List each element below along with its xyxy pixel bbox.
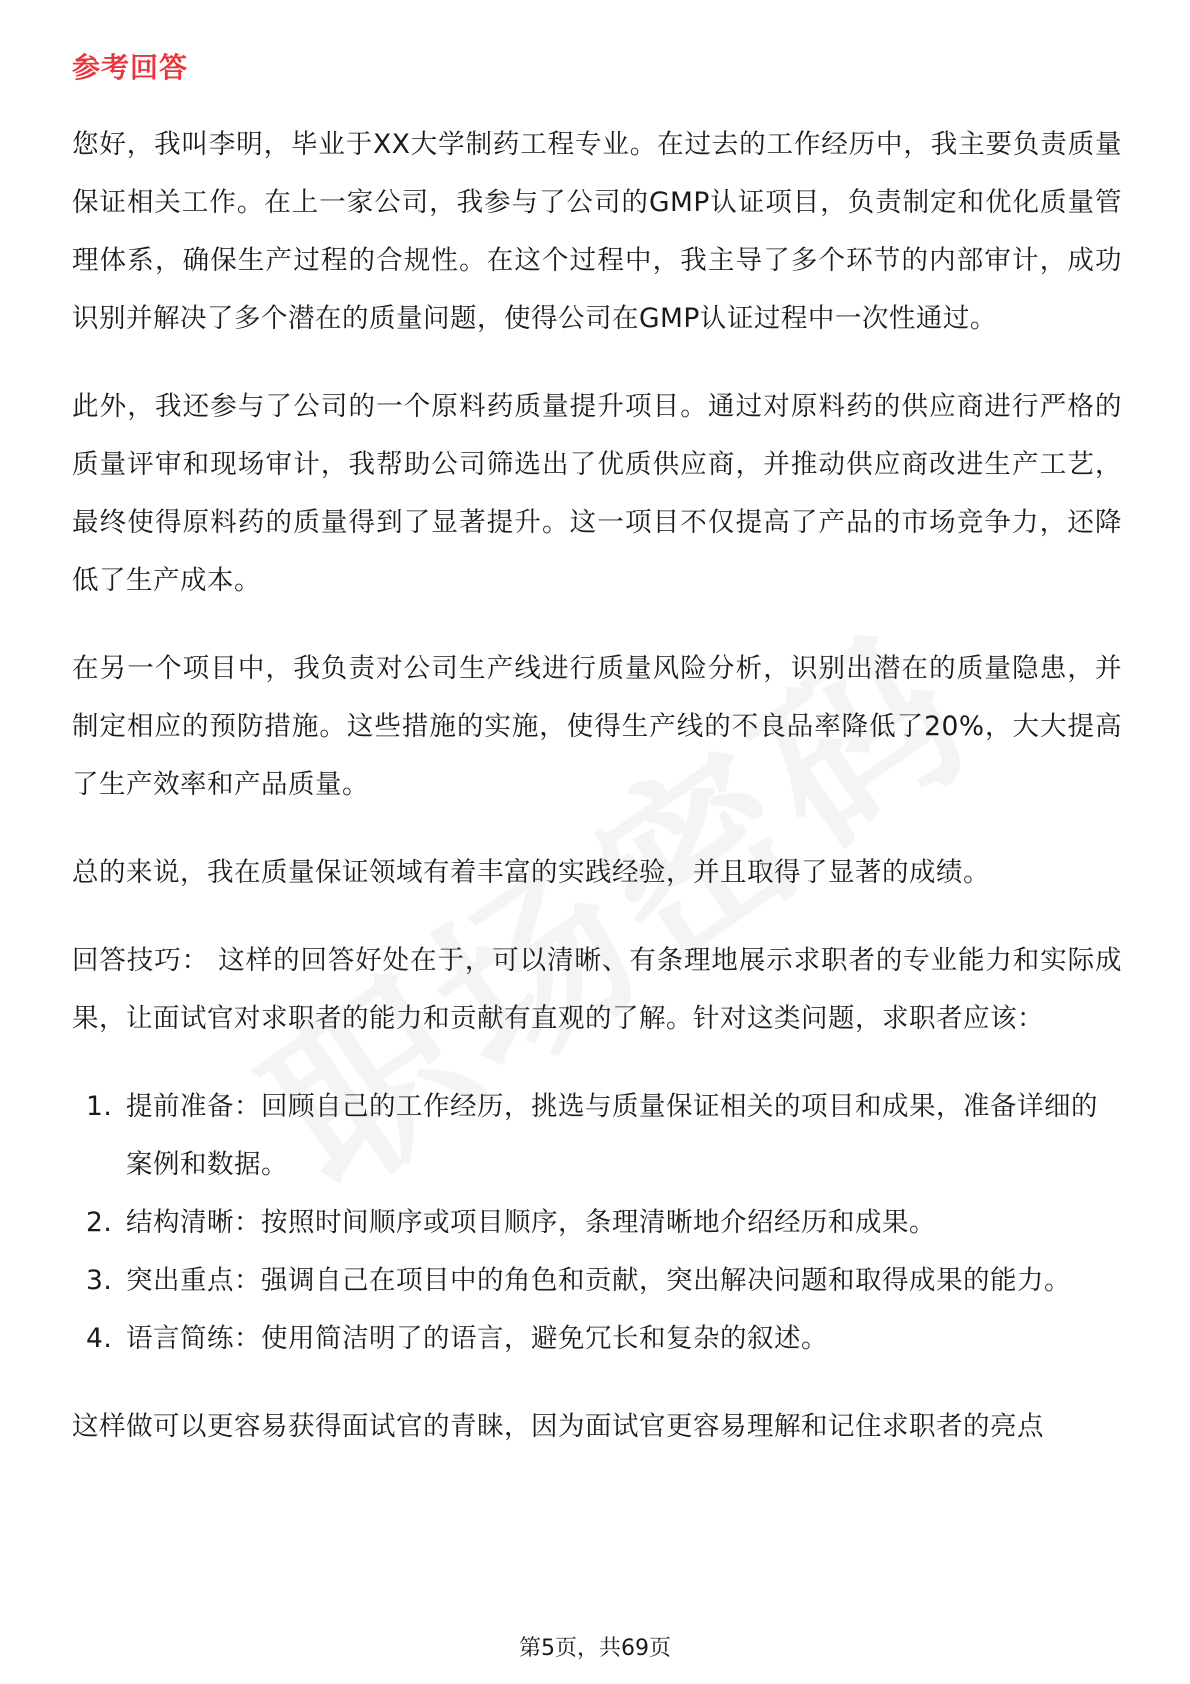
tips-intro-paragraph: 回答技巧： 这样的回答好处在于，可以清晰、有条理地展示求职者的专业能力和实际成果，让面试官对求职者的能力和贡献有直观的了解。针对这类问题，求职者应该：	[72, 945, 1122, 1034]
tips-list-item	[72, 1194, 1122, 1252]
page-number-footer: 第5页，共69页	[519, 1636, 671, 1661]
tips-list-item	[72, 1252, 1122, 1310]
tips-list	[72, 1078, 1122, 1368]
list-item-text: 突出重点：强调自己在项目中的角色和贡献，突出解决问题和取得成果的能力。	[126, 1265, 1071, 1296]
closing-paragraph: 这样做可以更容易获得面试官的青睐，因为面试官更容易理解和记住求职者的亮点	[72, 1411, 1044, 1442]
answer-paragraph-1: 您好，我叫李明，毕业于XX大学制药工程专业。在过去的工作经历中，我主要负责质量保证相关工作。在上一家公司，我参与了公司的GMP认证项目，负责制定和优化质量管理体系，确保生产过程的合规性。在这个过程中，我主导了多个环节的内部审计，成功识别并解决了多个潜在的质量问题，使得公司在GMP认证过程中一次性通过。	[72, 129, 1122, 334]
answer-paragraph-2: 此外，我还参与了公司的一个原料药质量提升项目。通过对原料药的供应商进行严格的质量评审和现场审计，我帮助公司筛选出了优质供应商，并推动供应商改进生产工艺，最终使得原料药的质量得到了显著提升。这一项目不仅提高了产品的市场竞争力，还降低了生产成本。	[72, 391, 1122, 596]
list-item-number: 3.	[86, 1265, 113, 1296]
answer-paragraph-4: 总的来说，我在质量保证领域有着丰富的实践经验，并且取得了显著的成绩。	[72, 857, 990, 888]
section-title: 参考回答	[72, 51, 189, 84]
list-item-number: 1.	[86, 1091, 113, 1122]
list-item-text: 结构清晰：按照时间顺序或项目顺序，条理清晰地介绍经历和成果。	[126, 1207, 936, 1238]
list-item-text: 语言简练：使用简洁明了的语言，避免冗长和复杂的叙述。	[126, 1323, 828, 1354]
tips-list-item	[72, 1310, 1122, 1368]
tips-list-item	[72, 1078, 1122, 1194]
document-content	[72, 48, 1122, 1486]
answer-paragraph-3: 在另一个项目中，我负责对公司生产线进行质量风险分析，识别出潜在的质量隐患，并制定相应的预防措施。这些措施的实施，使得生产线的不良品率降低了20%，大大提高了生产效率和产品质量。	[72, 653, 1122, 800]
list-item-text: 提前准备：回顾自己的工作经历，挑选与质量保证相关的项目和成果，准备详细的案例和数据。	[126, 1091, 1098, 1180]
list-item-number: 2.	[86, 1207, 113, 1238]
list-item-number: 4.	[86, 1323, 113, 1354]
